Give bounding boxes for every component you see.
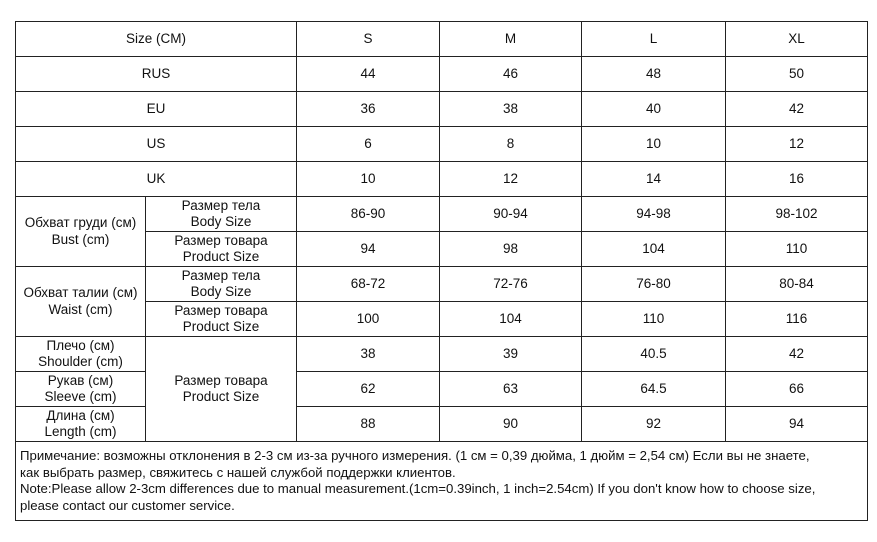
row-label: US — [16, 127, 297, 162]
cell: 39 — [440, 337, 582, 372]
cell: 80-84 — [726, 267, 868, 302]
table-row-uk — [16, 162, 868, 197]
cell: 94-98 — [582, 197, 726, 232]
note-ru-line-2: как выбрать размер, свяжитесь с нашей службой поддержки клиентов. — [20, 464, 456, 480]
bust-label-ru: Обхват груди (см) — [24, 215, 137, 230]
header-size-l: L — [582, 22, 726, 57]
cell: 38 — [297, 337, 440, 372]
length-label-en: Length (cm) — [44, 424, 117, 439]
cell: 68-72 — [297, 267, 440, 302]
cell: 12 — [440, 162, 582, 197]
type-label-en: Body Size — [190, 214, 252, 229]
length-label — [16, 407, 146, 442]
table-row-waist-body — [16, 267, 868, 302]
cell: 86-90 — [297, 197, 440, 232]
cell: 40 — [582, 92, 726, 127]
cell: 8 — [440, 127, 582, 162]
cell: 90-94 — [440, 197, 582, 232]
bust-body-type — [146, 197, 297, 232]
cell: 76-80 — [582, 267, 726, 302]
note-ru-line-1: Примечание: возможны отклонения в 2-3 см из-за ручного измерения. (1 см = 0,39 дюйма, 1 дюйм = 2,54 см) Если вы не знаете, — [20, 448, 810, 463]
cell: 42 — [726, 337, 868, 372]
cell: 6 — [297, 127, 440, 162]
cell: 40.5 — [582, 337, 726, 372]
type-label-ru: Размер товара — [174, 372, 268, 388]
sleeve-label — [16, 372, 146, 407]
type-label-ru: Размер тела — [181, 197, 261, 213]
cell: 110 — [582, 302, 726, 337]
cell: 90 — [440, 407, 582, 442]
length-label-ru: Длина (см) — [46, 407, 115, 423]
cell: 72-76 — [440, 267, 582, 302]
shoulder-label — [16, 337, 146, 372]
table-row-length — [16, 407, 868, 442]
table-row-shoulder — [16, 337, 868, 372]
cell: 98-102 — [726, 197, 868, 232]
waist-product-type — [146, 302, 297, 337]
cell: 104 — [582, 232, 726, 267]
table-row-bust-body — [16, 197, 868, 232]
cell: 64.5 — [582, 372, 726, 407]
cell: 92 — [582, 407, 726, 442]
cell: 50 — [726, 57, 868, 92]
bust-label-en: Bust (cm) — [51, 231, 110, 247]
sleeve-label-ru: Рукав (см) — [47, 372, 114, 388]
waist-label — [16, 267, 146, 337]
cell: 14 — [582, 162, 726, 197]
cell: 94 — [726, 407, 868, 442]
cell: 116 — [726, 302, 868, 337]
bust-label — [16, 197, 146, 267]
garment-product-type — [146, 337, 297, 442]
cell: 104 — [440, 302, 582, 337]
type-label-en: Product Size — [182, 389, 260, 404]
note-text — [16, 442, 868, 521]
row-label: RUS — [16, 57, 297, 92]
table-row-sleeve — [16, 372, 868, 407]
shoulder-label-ru: Плечо (см) — [46, 337, 115, 353]
waist-label-ru: Обхват талии (см) — [23, 285, 138, 300]
type-label-en: Product Size — [182, 249, 260, 264]
cell: 98 — [440, 232, 582, 267]
cell: 36 — [297, 92, 440, 127]
row-label: EU — [16, 92, 297, 127]
size-chart-table — [15, 21, 868, 521]
type-label-ru: Размер товара — [174, 232, 268, 248]
cell: 10 — [582, 127, 726, 162]
cell: 110 — [726, 232, 868, 267]
cell: 100 — [297, 302, 440, 337]
cell: 12 — [726, 127, 868, 162]
note-row — [16, 442, 868, 521]
header-size-xl: XL — [726, 22, 868, 57]
waist-body-type — [146, 267, 297, 302]
cell: 48 — [582, 57, 726, 92]
note-en-line-1: Note:Please allow 2-3cm differences due to manual measurement.(1cm=0.39inch, 1 inch=2.54cm) If you don't know how to choose size, — [20, 481, 816, 496]
cell: 88 — [297, 407, 440, 442]
cell: 10 — [297, 162, 440, 197]
note-en-line-2: please contact our customer service. — [20, 497, 235, 513]
table-row-eu — [16, 92, 868, 127]
header-size-s: S — [297, 22, 440, 57]
shoulder-label-en: Shoulder (cm) — [38, 354, 123, 369]
cell: 62 — [297, 372, 440, 407]
table-row-us — [16, 127, 868, 162]
cell: 66 — [726, 372, 868, 407]
type-label-en: Product Size — [182, 319, 260, 334]
header-size-label: Size (CM) — [16, 22, 297, 57]
header-row — [16, 22, 868, 57]
waist-label-en: Waist (cm) — [48, 301, 113, 317]
row-label: UK — [16, 162, 297, 197]
cell: 16 — [726, 162, 868, 197]
sleeve-label-en: Sleeve (cm) — [44, 389, 117, 404]
cell: 46 — [440, 57, 582, 92]
header-size-m: M — [440, 22, 582, 57]
cell: 44 — [297, 57, 440, 92]
type-label-en: Body Size — [190, 284, 252, 299]
table-row-rus — [16, 57, 868, 92]
cell: 38 — [440, 92, 582, 127]
type-label-ru: Размер товара — [174, 302, 268, 318]
cell: 94 — [297, 232, 440, 267]
type-label-ru: Размер тела — [181, 267, 261, 283]
cell: 42 — [726, 92, 868, 127]
cell: 63 — [440, 372, 582, 407]
bust-product-type — [146, 232, 297, 267]
